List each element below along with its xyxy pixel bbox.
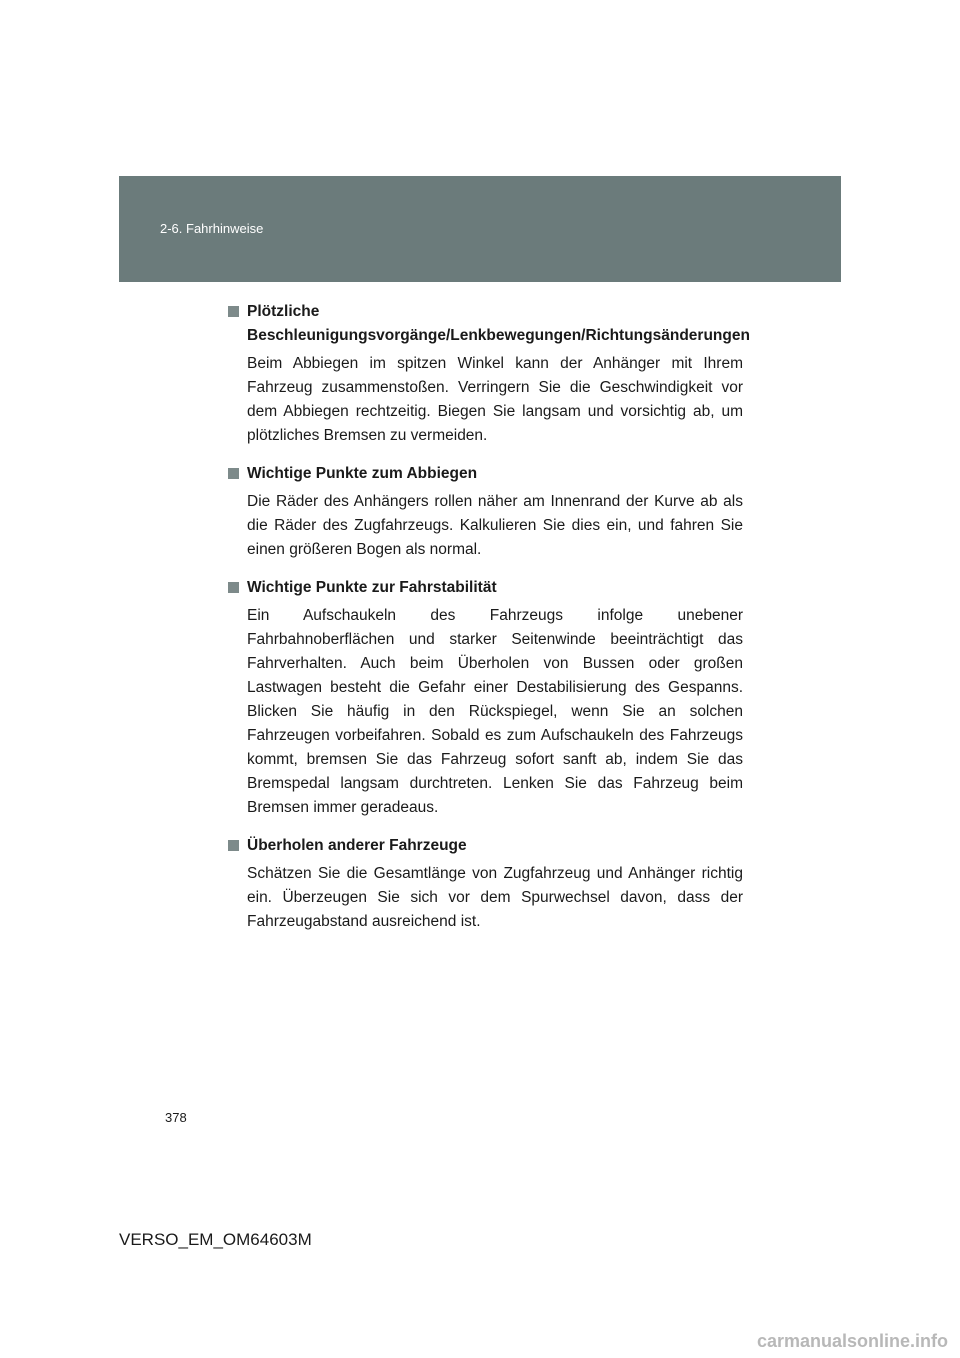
section-block bbox=[228, 300, 750, 448]
section-header-bar bbox=[119, 176, 841, 282]
section-title: 2-6. Fahrhinweise bbox=[160, 221, 264, 236]
section-block bbox=[228, 462, 743, 562]
watermark: carmanualsonline.info bbox=[756, 1331, 948, 1351]
square-bullet-icon bbox=[228, 306, 239, 317]
section-heading bbox=[228, 576, 743, 600]
section-paragraph: Ein Aufschaukeln des Fahrzeugs infolge unebener Fahrbahnoberflächen und starker Seitenwinde beeinträchtigt das Fahrverhalten. Auch beim Überholen von Bussen oder großen Lastwagen besteht die Gefahr einer Destabilisierung des Gespanns. Blicken Sie häufig in den Rückspiegel, wenn Sie an solchen Fahrzeugen vorbeifahren. Sobald es zum Aufschaukeln des Fahrzeugs kommt, bremsen Sie das Fahrzeug sofort sanft ab, indem Sie das Bremspedal langsam durchtreten. Lenken Sie das Fahrzeug beim Bremsen immer geradeaus. bbox=[247, 607, 743, 816]
main-content bbox=[228, 300, 750, 948]
section-heading bbox=[228, 834, 743, 858]
section-paragraph: Beim Abbiegen im spitzen Winkel kann der Anhänger mit Ihrem Fahrzeug zusammenstoßen. Verringern Sie die Geschwindigkeit vor dem Abbiegen rechtzeitig. Biegen Sie langsam und vorsichtig ab, um plötzliches Bremsen zu vermeiden. bbox=[247, 355, 743, 444]
section-block bbox=[228, 576, 743, 820]
document-code: VERSO_EM_OM64603M bbox=[119, 1230, 312, 1249]
section-paragraph: Die Räder des Anhängers rollen näher am Innenrand der Kurve ab als die Räder des Zugfahrzeugs. Kalkulieren Sie dies ein, und fahren Sie einen größeren Bogen als normal. bbox=[247, 493, 743, 558]
section-heading bbox=[228, 300, 750, 348]
square-bullet-icon bbox=[228, 840, 239, 851]
heading-text: Plötzliche Beschleunigungsvorgänge/Lenkbewegungen/Richtungsänderungen bbox=[247, 303, 750, 344]
section-paragraph: Schätzen Sie die Gesamtlänge von Zugfahrzeug und Anhänger richtig ein. Überzeugen Sie sich vor dem Spurwechsel davon, dass der Fahrzeugabstand ausreichend ist. bbox=[247, 865, 743, 930]
heading-text: Wichtige Punkte zur Fahrstabilität bbox=[247, 579, 497, 596]
heading-text: Überholen anderer Fahrzeuge bbox=[247, 837, 467, 854]
square-bullet-icon bbox=[228, 582, 239, 593]
page-number: 378 bbox=[165, 1110, 187, 1125]
section-block bbox=[228, 834, 743, 934]
heading-text: Wichtige Punkte zum Abbiegen bbox=[247, 465, 478, 482]
section-heading bbox=[228, 462, 743, 486]
square-bullet-icon bbox=[228, 468, 239, 479]
